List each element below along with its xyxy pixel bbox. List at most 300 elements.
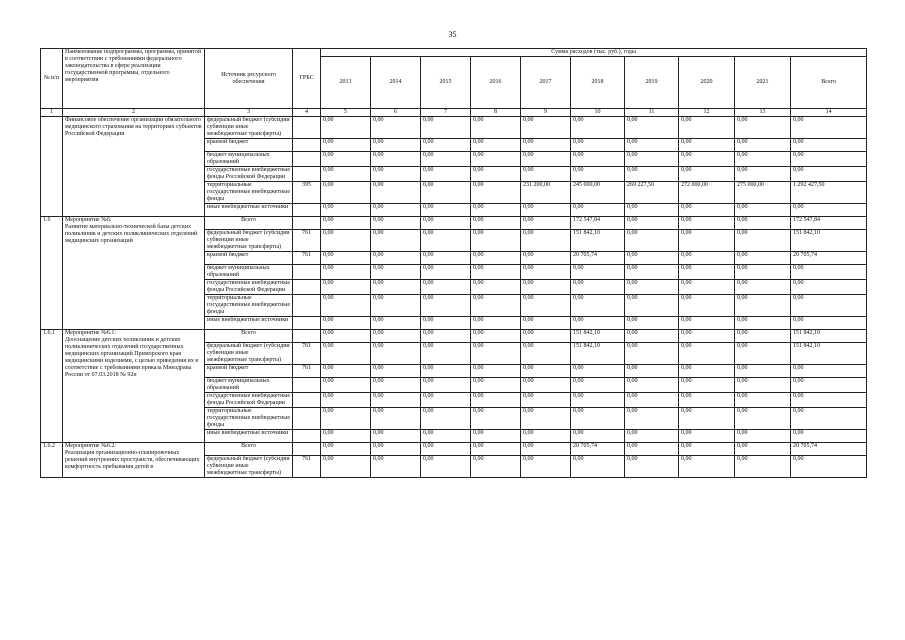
column-number: 13 [735, 109, 791, 117]
amount-cell: 0,00 [791, 408, 867, 430]
amount-cell: 0,00 [625, 204, 679, 217]
amount-cell: 0,00 [421, 330, 471, 343]
amount-cell: 0,00 [521, 343, 571, 365]
amount-cell: 0,00 [571, 152, 625, 167]
amount-cell: 0,00 [625, 217, 679, 230]
amount-cell: 231 200,00 [521, 182, 571, 204]
grbs-code [293, 443, 321, 456]
grbs-code [293, 280, 321, 295]
amount-cell: 0,00 [571, 295, 625, 317]
amount-cell: 0,00 [471, 365, 521, 378]
funding-source: государственные внебюджетные фонды Российской Федерации [205, 393, 293, 408]
amount-cell: 0,00 [371, 295, 421, 317]
amount-cell: 0,00 [421, 252, 471, 265]
amount-cell: 0,00 [571, 430, 625, 443]
amount-cell: 0,00 [679, 330, 735, 343]
header-year: 2019 [625, 57, 679, 109]
amount-cell: 0,00 [625, 252, 679, 265]
funding-source: иные внебюджетные источники [205, 204, 293, 217]
amount-cell: 0,00 [521, 167, 571, 182]
amount-cell: 0,00 [625, 317, 679, 330]
amount-cell: 0,00 [321, 393, 371, 408]
amount-cell: 0,00 [571, 393, 625, 408]
grbs-code [293, 117, 321, 139]
amount-cell: 0,00 [735, 280, 791, 295]
amount-cell: 151 842,10 [791, 230, 867, 252]
amount-cell: 0,00 [471, 252, 521, 265]
budget-table [40, 48, 867, 478]
column-number: 9 [521, 109, 571, 117]
amount-cell: 0,00 [421, 217, 471, 230]
column-number: 6 [371, 109, 421, 117]
header-year: 2018 [571, 57, 625, 109]
amount-cell: 0,00 [471, 295, 521, 317]
amount-cell: 0,00 [421, 443, 471, 456]
grbs-code [293, 393, 321, 408]
amount-cell: 0,00 [735, 408, 791, 430]
amount-cell: 0,00 [679, 393, 735, 408]
grbs-code [293, 430, 321, 443]
amount-cell: 0,00 [321, 252, 371, 265]
amount-cell: 0,00 [321, 295, 371, 317]
amount-cell: 0,00 [321, 343, 371, 365]
amount-cell: 0,00 [735, 378, 791, 393]
amount-cell: 0,00 [625, 295, 679, 317]
column-number: 5 [321, 109, 371, 117]
amount-cell: 0,00 [679, 430, 735, 443]
grbs-code [293, 139, 321, 152]
amount-cell: 0,00 [321, 167, 371, 182]
amount-cell: 0,00 [679, 167, 735, 182]
amount-cell: 0,00 [371, 265, 421, 280]
amount-cell: 0,00 [371, 443, 421, 456]
grbs-code [293, 378, 321, 393]
amount-cell: 0,00 [679, 456, 735, 478]
amount-cell: 0,00 [371, 280, 421, 295]
header-year: 2015 [421, 57, 471, 109]
amount-cell: 0,00 [371, 117, 421, 139]
amount-cell: 0,00 [421, 408, 471, 430]
amount-cell: 0,00 [735, 343, 791, 365]
amount-cell: 0,00 [521, 430, 571, 443]
amount-cell: 0,00 [735, 265, 791, 280]
amount-cell: 0,00 [321, 378, 371, 393]
funding-source: Всего [205, 217, 293, 230]
funding-source: территориальные государственные внебюджетные фонды [205, 182, 293, 204]
amount-cell: 0,00 [421, 456, 471, 478]
amount-cell: 0,00 [371, 217, 421, 230]
amount-cell: 0,00 [791, 295, 867, 317]
table-row [41, 443, 867, 456]
header-year: Всего [791, 57, 867, 109]
amount-cell: 0,00 [471, 317, 521, 330]
header-year: 2020 [679, 57, 735, 109]
amount-cell: 0,00 [625, 365, 679, 378]
amount-cell: 0,00 [471, 182, 521, 204]
item-name: Дооснащение детских поликлиник и детских поликлинических отделений государственных медицинских организаций Приморского края медицинскими изделиями, с целью приведения их в соответствие с требованиями приказа Минздрава России от 07.03.2018 № 92н [65, 337, 199, 378]
grbs-code [293, 330, 321, 343]
amount-cell: 0,00 [521, 317, 571, 330]
amount-cell: 0,00 [321, 117, 371, 139]
grbs-code [293, 265, 321, 280]
amount-cell: 0,00 [421, 343, 471, 365]
grbs-code [293, 408, 321, 430]
amount-cell: 0,00 [521, 365, 571, 378]
amount-cell: 275 000,00 [735, 182, 791, 204]
funding-source: краевой бюджет [205, 365, 293, 378]
amount-cell: 0,00 [571, 139, 625, 152]
amount-cell: 0,00 [679, 217, 735, 230]
funding-source: государственные внебюджетные фонды Российской Федерации [205, 167, 293, 182]
amount-cell: 0,00 [371, 317, 421, 330]
amount-cell: 0,00 [421, 378, 471, 393]
amount-cell: 0,00 [625, 343, 679, 365]
amount-cell: 0,00 [421, 265, 471, 280]
header-year: 2017 [521, 57, 571, 109]
amount-cell: 0,00 [521, 280, 571, 295]
grbs-code [293, 152, 321, 167]
funding-source: территориальные государственные внебюджетные фонды [205, 295, 293, 317]
amount-cell: 0,00 [791, 317, 867, 330]
amount-cell: 0,00 [571, 408, 625, 430]
amount-cell: 0,00 [371, 152, 421, 167]
amount-cell: 0,00 [625, 408, 679, 430]
funding-source: Всего [205, 443, 293, 456]
item-name: Реализация организационно-планировочных решений внутренних пространств, обеспечивающих комфортность пребывания детей в [65, 450, 200, 470]
amount-cell: 0,00 [791, 378, 867, 393]
amount-cell: 0,00 [471, 217, 521, 230]
header-grbs: ГРБС [293, 49, 321, 109]
amount-cell: 0,00 [735, 117, 791, 139]
amount-cell: 0,00 [625, 456, 679, 478]
amount-cell: 0,00 [521, 117, 571, 139]
amount-cell: 0,00 [735, 252, 791, 265]
amount-cell: 0,00 [421, 230, 471, 252]
table-row [41, 117, 867, 139]
amount-cell: 0,00 [791, 365, 867, 378]
amount-cell: 0,00 [625, 139, 679, 152]
amount-cell: 0,00 [625, 330, 679, 343]
amount-cell: 0,00 [625, 230, 679, 252]
amount-cell: 0,00 [791, 167, 867, 182]
amount-cell: 0,00 [321, 456, 371, 478]
funding-source: краевой бюджет [205, 252, 293, 265]
grbs-code: 395 [293, 182, 321, 204]
header-year: 2016 [471, 57, 521, 109]
item-name: Развитие материально-технической базы детских поликлиник и детских поликлинических отделений медицинских организаций [65, 224, 198, 244]
amount-cell: 0,00 [679, 378, 735, 393]
grbs-code: 761 [293, 456, 321, 478]
amount-cell: 172 547,84 [791, 217, 867, 230]
grbs-code: 761 [293, 230, 321, 252]
column-number: 11 [625, 109, 679, 117]
amount-cell: 0,00 [679, 139, 735, 152]
amount-cell: 151 842,10 [571, 343, 625, 365]
amount-cell: 0,00 [571, 317, 625, 330]
amount-cell: 0,00 [735, 430, 791, 443]
funding-source: федеральный бюджет (субсидии субвенции иные межбюджетные трансферты) [205, 117, 293, 139]
amount-cell: 0,00 [791, 280, 867, 295]
amount-cell: 0,00 [679, 295, 735, 317]
amount-cell: 0,00 [521, 217, 571, 230]
amount-cell: 0,00 [471, 280, 521, 295]
funding-source: бюджет муниципальных образований [205, 152, 293, 167]
header-no: № п/п [41, 49, 63, 109]
amount-cell: 0,00 [471, 230, 521, 252]
amount-cell: 0,00 [421, 280, 471, 295]
amount-cell: 0,00 [625, 378, 679, 393]
amount-cell: 0,00 [571, 365, 625, 378]
amount-cell: 0,00 [521, 139, 571, 152]
amount-cell: 0,00 [735, 317, 791, 330]
amount-cell: 0,00 [421, 365, 471, 378]
amount-cell: 0,00 [321, 365, 371, 378]
item-description [63, 217, 205, 330]
amount-cell: 0,00 [521, 265, 571, 280]
item-description [63, 330, 205, 443]
amount-cell: 0,00 [321, 443, 371, 456]
amount-cell: 0,00 [371, 393, 421, 408]
amount-cell: 151 842,10 [571, 230, 625, 252]
amount-cell: 0,00 [679, 252, 735, 265]
amount-cell: 0,00 [321, 230, 371, 252]
amount-cell: 0,00 [421, 295, 471, 317]
amount-cell: 0,00 [735, 167, 791, 182]
grbs-code: 761 [293, 365, 321, 378]
column-number: 1 [41, 109, 63, 117]
grbs-code [293, 295, 321, 317]
amount-cell: 0,00 [421, 182, 471, 204]
amount-cell: 0,00 [679, 204, 735, 217]
amount-cell: 20 705,74 [791, 252, 867, 265]
amount-cell: 0,00 [321, 280, 371, 295]
amount-cell: 0,00 [735, 330, 791, 343]
header-year: 2013 [321, 57, 371, 109]
amount-cell: 0,00 [521, 443, 571, 456]
amount-cell: 0,00 [321, 152, 371, 167]
amount-cell: 0,00 [321, 139, 371, 152]
header-year: 2014 [371, 57, 421, 109]
amount-cell: 0,00 [791, 430, 867, 443]
grbs-code [293, 167, 321, 182]
column-number: 3 [205, 109, 293, 117]
amount-cell: 0,00 [571, 456, 625, 478]
amount-cell: 0,00 [421, 152, 471, 167]
header-sum: Сумма расходов (тыс. руб.), годы [321, 49, 867, 57]
amount-cell: 0,00 [571, 204, 625, 217]
amount-cell: 0,00 [521, 230, 571, 252]
amount-cell: 0,00 [471, 378, 521, 393]
amount-cell: 0,00 [679, 117, 735, 139]
amount-cell: 0,00 [791, 204, 867, 217]
amount-cell: 0,00 [735, 204, 791, 217]
amount-cell: 0,00 [735, 443, 791, 456]
amount-cell: 0,00 [421, 204, 471, 217]
amount-cell: 245 000,00 [571, 182, 625, 204]
amount-cell: 0,00 [371, 330, 421, 343]
funding-source: федеральный бюджет (субсидии субвенции иные межбюджетные трансферты) [205, 456, 293, 478]
item-number: 1.6.1 [41, 330, 63, 443]
amount-cell: 0,00 [679, 443, 735, 456]
column-number: 2 [63, 109, 205, 117]
funding-source: иные внебюджетные источники [205, 430, 293, 443]
funding-source: государственные внебюджетные фонды Российской Федерации [205, 280, 293, 295]
funding-source: бюджет муниципальных образований [205, 378, 293, 393]
amount-cell: 0,00 [471, 343, 521, 365]
amount-cell: 0,00 [625, 443, 679, 456]
amount-cell: 151 842,10 [571, 330, 625, 343]
amount-cell: 0,00 [471, 393, 521, 408]
amount-cell: 0,00 [471, 139, 521, 152]
column-number: 7 [421, 109, 471, 117]
item-title: Мероприятие №6: [65, 217, 112, 223]
amount-cell: 0,00 [471, 430, 521, 443]
amount-cell: 0,00 [521, 378, 571, 393]
funding-source: федеральный бюджет (субсидии субвенции иные межбюджетные трансферты) [205, 343, 293, 365]
amount-cell: 272 000,00 [679, 182, 735, 204]
funding-source: территориальные государственные внебюджетные фонды [205, 408, 293, 430]
funding-source: иные внебюджетные источники [205, 317, 293, 330]
amount-cell: 1 292 427,50 [791, 182, 867, 204]
amount-cell: 0,00 [471, 167, 521, 182]
amount-cell: 0,00 [521, 408, 571, 430]
amount-cell: 0,00 [471, 456, 521, 478]
amount-cell: 0,00 [371, 252, 421, 265]
header-name: Наименование подпрограммы, программы, принятой в соответствии с требованиями федерального законодательства в сфере реализации государственной программы, отдельного мероприятия [63, 49, 205, 109]
amount-cell: 0,00 [625, 152, 679, 167]
amount-cell: 0,00 [371, 182, 421, 204]
amount-cell: 0,00 [521, 152, 571, 167]
amount-cell: 0,00 [679, 365, 735, 378]
amount-cell: 0,00 [471, 152, 521, 167]
funding-source: бюджет муниципальных образований [205, 265, 293, 280]
amount-cell: 0,00 [521, 252, 571, 265]
amount-cell: 0,00 [371, 230, 421, 252]
amount-cell: 151 842,10 [791, 343, 867, 365]
amount-cell: 0,00 [371, 167, 421, 182]
amount-cell: 0,00 [625, 280, 679, 295]
amount-cell: 269 227,50 [625, 182, 679, 204]
amount-cell: 20 705,74 [791, 443, 867, 456]
amount-cell: 0,00 [679, 265, 735, 280]
amount-cell: 0,00 [625, 167, 679, 182]
amount-cell: 0,00 [679, 230, 735, 252]
amount-cell: 0,00 [421, 430, 471, 443]
grbs-code [293, 204, 321, 217]
grbs-code [293, 317, 321, 330]
amount-cell: 0,00 [735, 230, 791, 252]
item-description [63, 443, 205, 478]
amount-cell: 0,00 [471, 408, 521, 430]
amount-cell: 0,00 [371, 139, 421, 152]
table-row [41, 330, 867, 343]
grbs-code: 761 [293, 343, 321, 365]
amount-cell: 0,00 [735, 393, 791, 408]
amount-cell: 0,00 [521, 330, 571, 343]
item-description [63, 117, 205, 217]
page-number: 35 [448, 30, 457, 39]
amount-cell: 0,00 [471, 330, 521, 343]
amount-cell: 0,00 [791, 117, 867, 139]
amount-cell: 0,00 [371, 365, 421, 378]
amount-cell: 0,00 [571, 280, 625, 295]
amount-cell: 0,00 [321, 217, 371, 230]
amount-cell: 0,00 [321, 430, 371, 443]
amount-cell: 0,00 [471, 443, 521, 456]
amount-cell: 0,00 [735, 152, 791, 167]
amount-cell: 0,00 [571, 117, 625, 139]
amount-cell: 0,00 [471, 117, 521, 139]
column-number: 12 [679, 109, 735, 117]
amount-cell: 172 547,84 [571, 217, 625, 230]
amount-cell: 0,00 [321, 330, 371, 343]
amount-cell: 0,00 [735, 217, 791, 230]
amount-cell: 0,00 [371, 430, 421, 443]
amount-cell: 0,00 [735, 139, 791, 152]
amount-cell: 0,00 [371, 204, 421, 217]
amount-cell: 20 705,74 [571, 252, 625, 265]
amount-cell: 0,00 [521, 393, 571, 408]
amount-cell: 0,00 [521, 204, 571, 217]
item-number [41, 117, 63, 217]
amount-cell: 0,00 [421, 139, 471, 152]
amount-cell: 0,00 [321, 408, 371, 430]
funding-source: Всего [205, 330, 293, 343]
amount-cell: 0,00 [735, 295, 791, 317]
column-number: 14 [791, 109, 867, 117]
amount-cell: 0,00 [371, 456, 421, 478]
amount-cell: 0,00 [321, 317, 371, 330]
table-row [41, 217, 867, 230]
amount-cell: 0,00 [679, 317, 735, 330]
amount-cell: 0,00 [735, 456, 791, 478]
amount-cell: 0,00 [371, 343, 421, 365]
item-name: Финансовое обеспечение организации обязательного медицинского страхования на территориях субъектов Российской Федерации [65, 117, 202, 137]
amount-cell: 0,00 [791, 393, 867, 408]
amount-cell: 0,00 [791, 139, 867, 152]
amount-cell: 0,00 [321, 182, 371, 204]
amount-cell: 0,00 [371, 378, 421, 393]
amount-cell: 0,00 [679, 152, 735, 167]
amount-cell: 0,00 [521, 456, 571, 478]
amount-cell: 0,00 [421, 167, 471, 182]
amount-cell: 0,00 [421, 393, 471, 408]
amount-cell: 0,00 [421, 117, 471, 139]
amount-cell: 151 842,10 [791, 330, 867, 343]
grbs-code [293, 217, 321, 230]
amount-cell: 0,00 [571, 167, 625, 182]
item-title: Мероприятие №6.1: [65, 330, 116, 336]
amount-cell: 0,00 [571, 265, 625, 280]
column-number: 4 [293, 109, 321, 117]
funding-source: краевой бюджет [205, 139, 293, 152]
header-source: Источник ресурсного обеспечения [205, 49, 293, 109]
amount-cell: 0,00 [321, 265, 371, 280]
amount-cell: 0,00 [371, 408, 421, 430]
amount-cell: 0,00 [521, 295, 571, 317]
amount-cell: 0,00 [625, 265, 679, 280]
item-title: Мероприятие №6.2: [65, 443, 116, 449]
amount-cell: 0,00 [679, 280, 735, 295]
header-year: 2021 [735, 57, 791, 109]
amount-cell: 0,00 [625, 430, 679, 443]
column-number: 10 [571, 109, 625, 117]
amount-cell: 0,00 [421, 317, 471, 330]
amount-cell: 0,00 [321, 204, 371, 217]
amount-cell: 0,00 [791, 456, 867, 478]
item-number: 1.6 [41, 217, 63, 330]
amount-cell: 0,00 [471, 204, 521, 217]
